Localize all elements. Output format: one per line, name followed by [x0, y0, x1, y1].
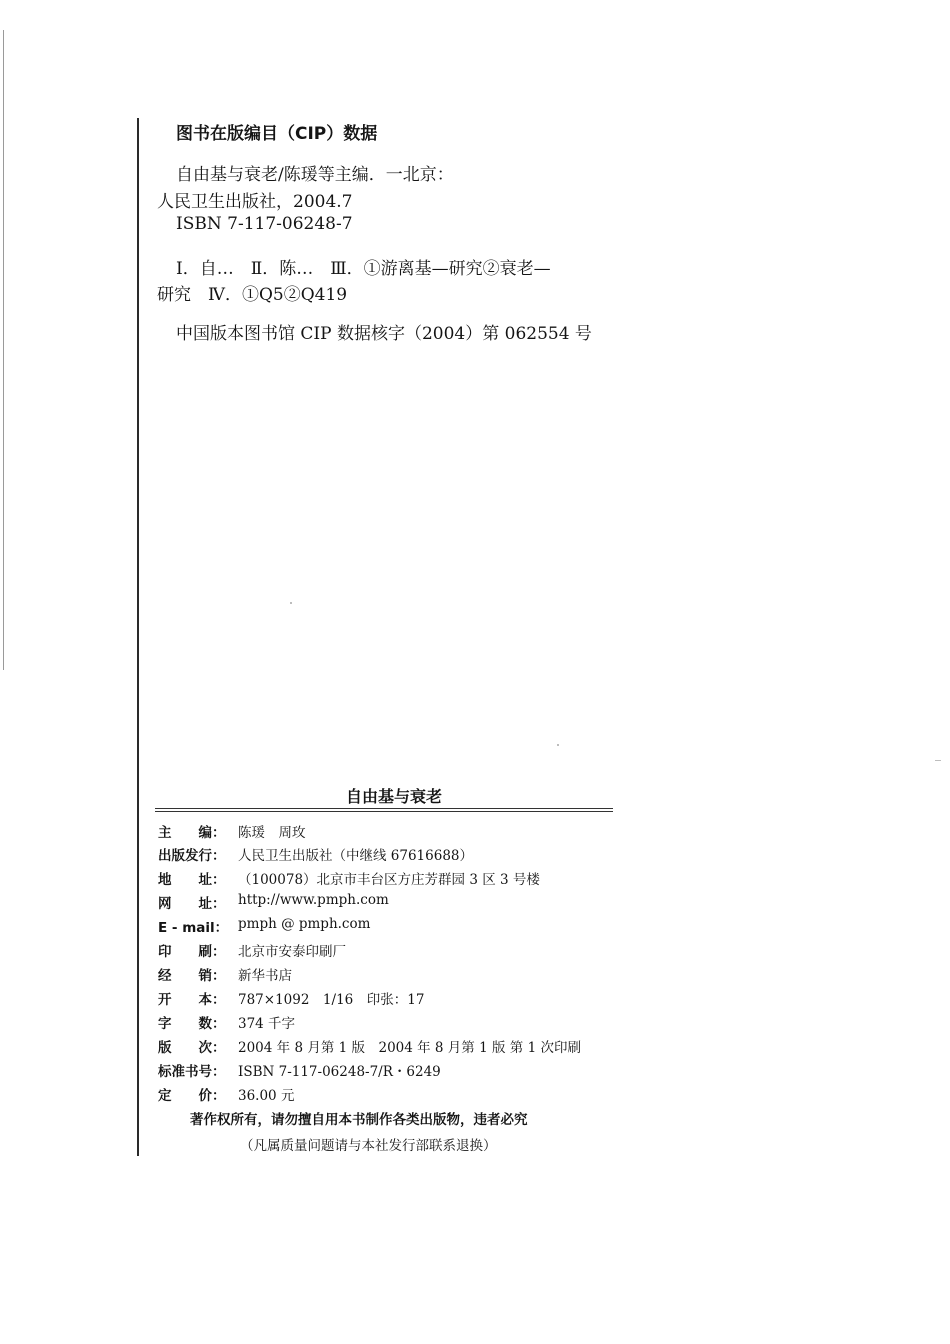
row-label: 印 刷： — [158, 944, 226, 960]
row-value: 787×1092 1/16 印张：17 — [238, 992, 425, 1008]
page-edge-line — [3, 30, 4, 670]
row-value: http://www.pmph.com — [238, 892, 389, 908]
scan-speck — [557, 744, 559, 746]
title-rule-top — [155, 808, 613, 809]
row-value: 36.00 元 — [238, 1088, 295, 1104]
row-value: 陈瑗 周玫 — [238, 825, 306, 841]
row-label: 版 次： — [158, 1040, 226, 1056]
cip-line-publisher: 人民卫生出版社，2004.7 — [157, 192, 353, 212]
row-label: 经 销： — [158, 968, 226, 984]
row-label: 地 址： — [158, 872, 226, 888]
cip-line-title: 自由基与衰老/陈瑗等主编．一北京： — [176, 165, 454, 185]
scan-speck — [290, 602, 292, 604]
row-value: 人民卫生出版社（中继线 67616688） — [238, 848, 474, 864]
margin-rule — [137, 118, 139, 1156]
row-label: 字 数： — [158, 1016, 226, 1032]
cip-heading: 图书在版编目（CIP）数据 — [176, 124, 378, 144]
copyright-notice: 著作权所有，请勿擅自用本书制作各类出版物，违者必究 — [190, 1112, 528, 1128]
row-label: E - mail： — [158, 920, 229, 936]
row-value: pmph @ pmph.com — [238, 916, 371, 932]
row-label: 标准书号： — [158, 1064, 226, 1080]
cip-line-classification: Ⅰ．自… Ⅱ．陈… Ⅲ．①游离基—研究②衰老— — [176, 259, 551, 279]
scan-speck — [935, 760, 941, 761]
row-value: 北京市安泰印刷厂 — [238, 944, 346, 960]
return-notice: （凡属质量问题请与本社发行部联系退换） — [240, 1138, 497, 1154]
row-label: 出版发行： — [158, 848, 226, 864]
row-value: 374 千字 — [238, 1016, 296, 1032]
row-label: 定 价： — [158, 1088, 226, 1104]
title-rule-bottom — [155, 811, 613, 812]
row-label: 网 址： — [158, 896, 226, 912]
row-value: 2004 年 8 月第 1 版 2004 年 8 月第 1 版 第 1 次印刷 — [238, 1040, 581, 1056]
cip-line-record-number: 中国版本图书馆 CIP 数据核字（2004）第 062554 号 — [176, 324, 592, 344]
row-value: （100078）北京市丰台区方庄芳群园 3 区 3 号楼 — [238, 872, 540, 888]
row-value: 新华书店 — [238, 968, 292, 984]
cip-line-isbn: ISBN 7-117-06248-7 — [176, 214, 353, 234]
row-label: 主 编： — [158, 825, 226, 841]
book-title: 自由基与衰老 — [346, 787, 443, 806]
row-value: ISBN 7-117-06248-7/R・6249 — [238, 1064, 441, 1080]
cip-line-classification-cont: 研究 Ⅳ．①Q5②Q419 — [157, 285, 348, 305]
row-label: 开 本： — [158, 992, 226, 1008]
